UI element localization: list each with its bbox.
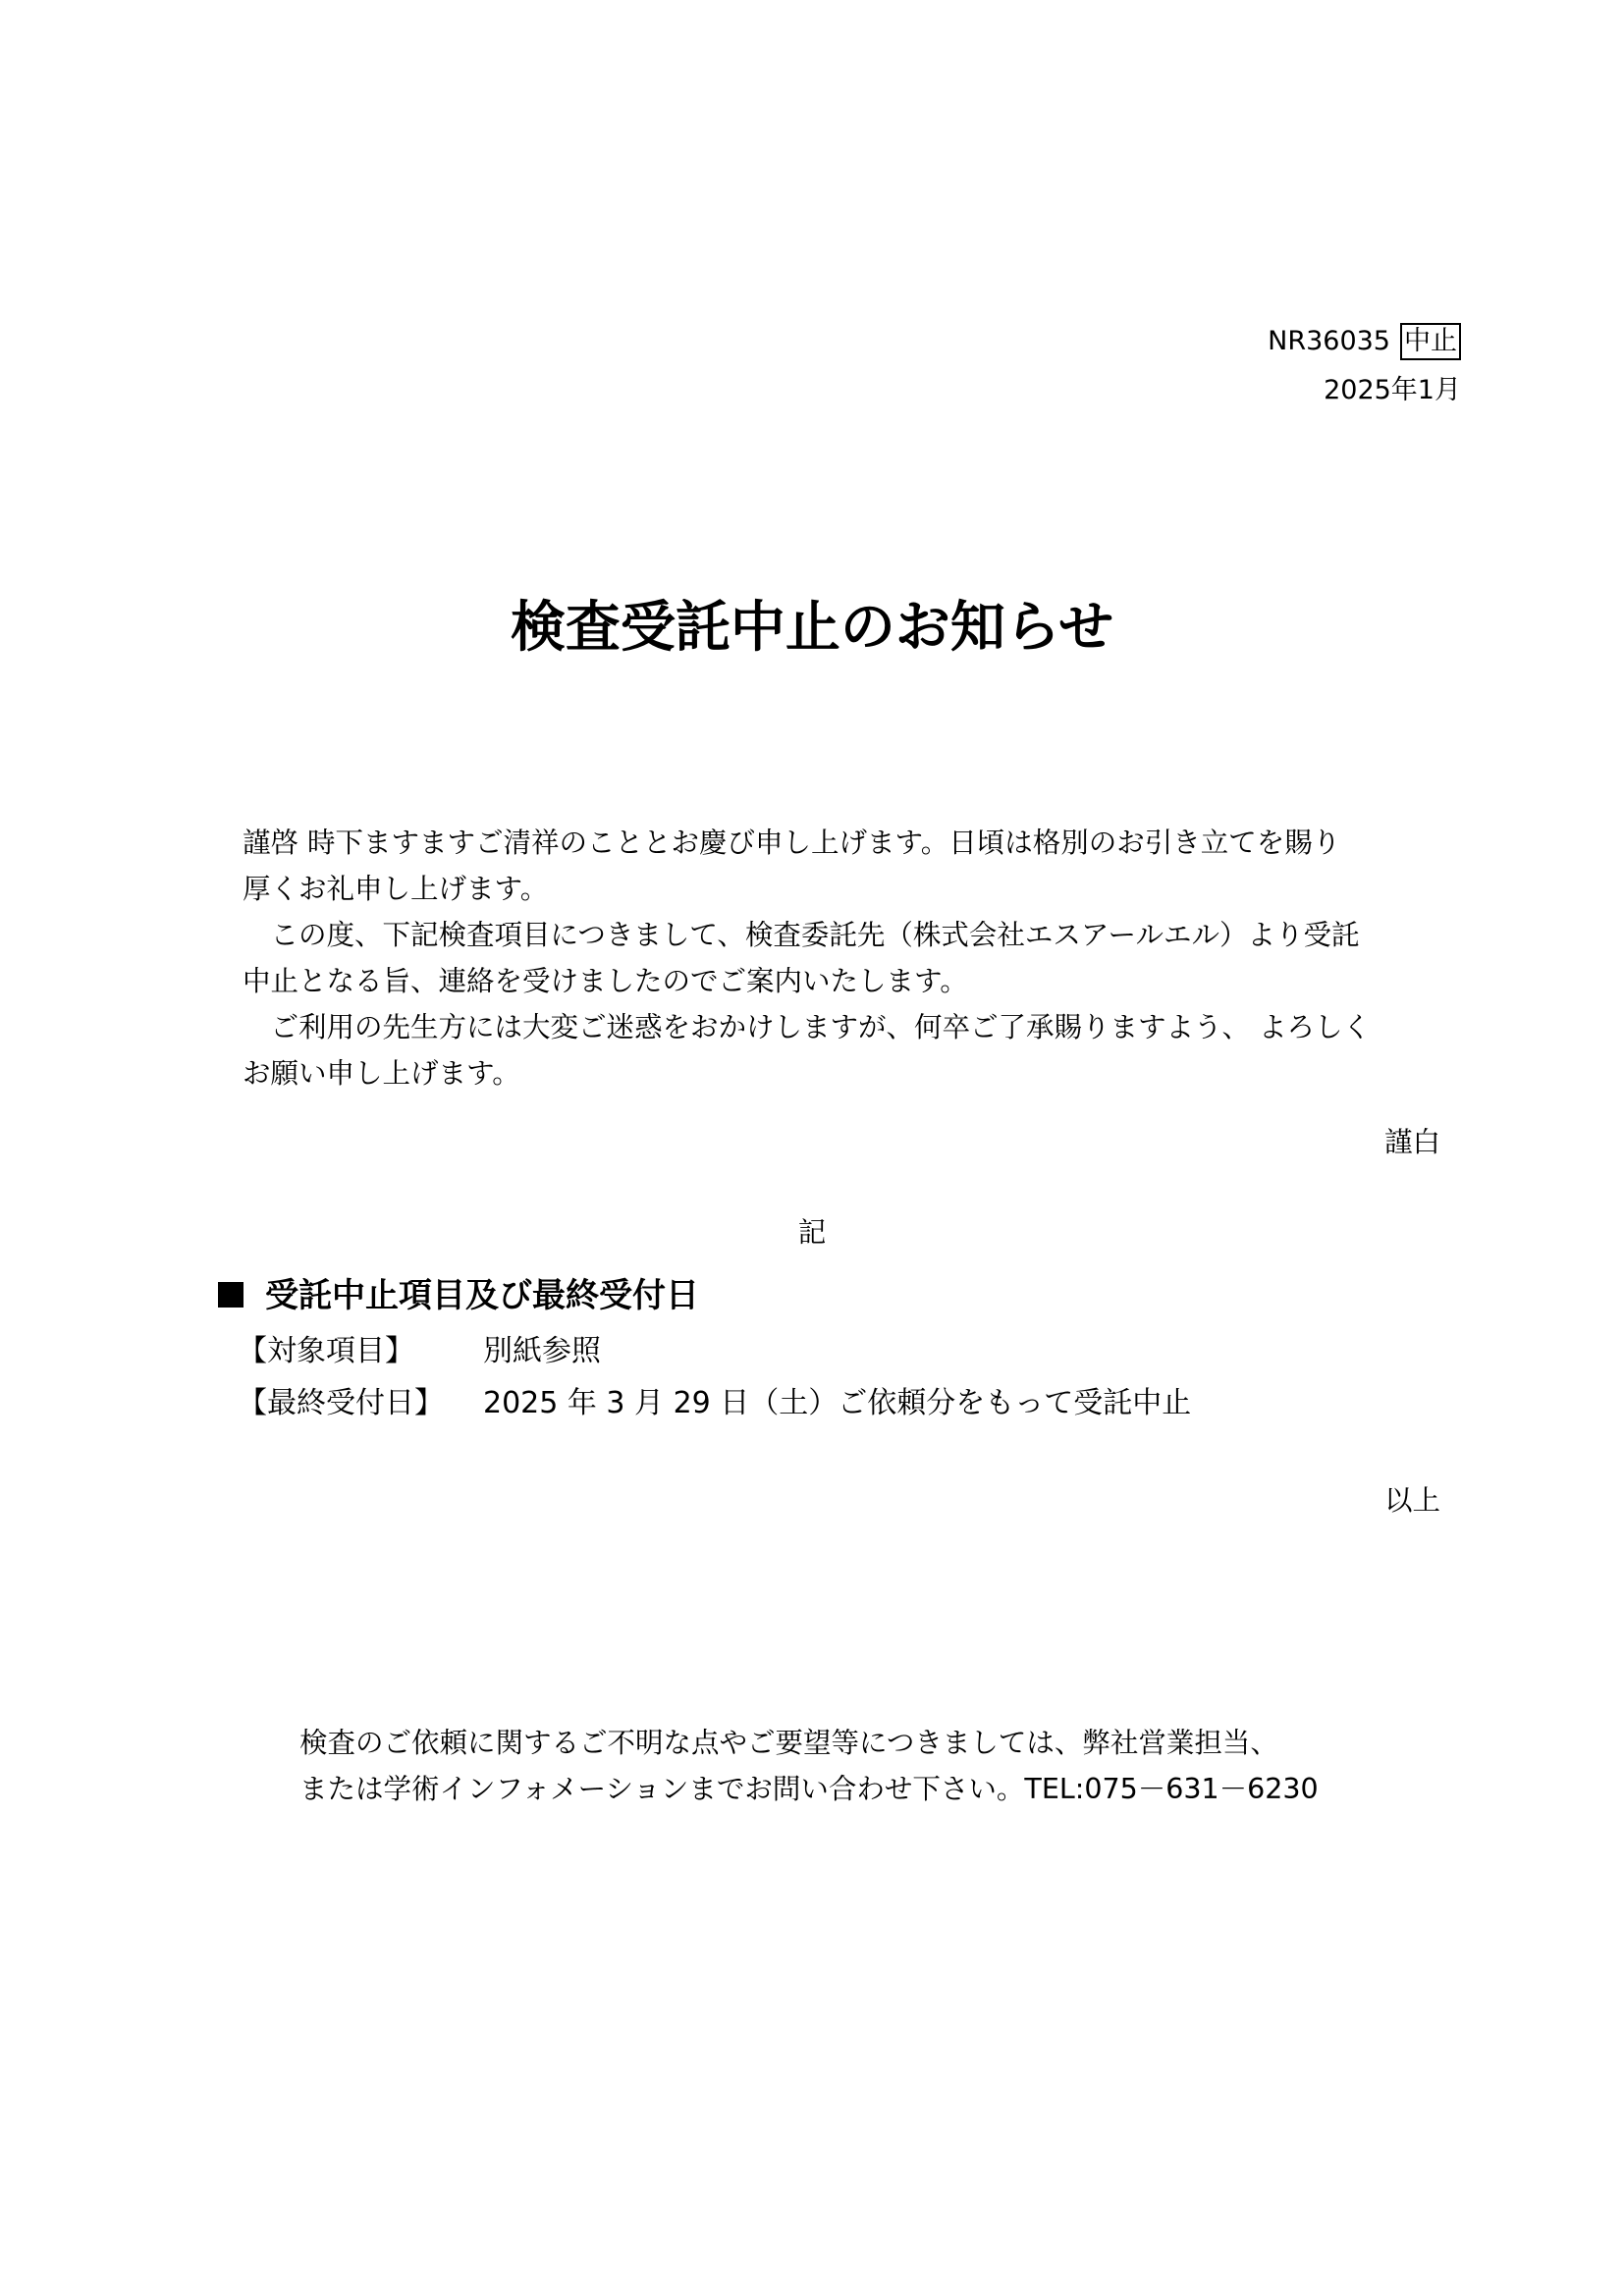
section-heading bbox=[218, 1271, 699, 1320]
footer-note bbox=[299, 1720, 1319, 1812]
ki-heading: 記 bbox=[797, 1216, 827, 1249]
document-number-text: NR36035 bbox=[1268, 326, 1390, 356]
detail-value: 別紙参照 bbox=[483, 1334, 601, 1368]
end-mark: 以上 bbox=[1383, 1484, 1440, 1517]
footer-line: または学術インフォメーションまでお問い合わせ下さい。TEL:075－631－6230 bbox=[299, 1773, 1319, 1805]
detail-label: 【最終受付日】 bbox=[238, 1386, 444, 1420]
body-line: 厚くお礼申し上げます。 bbox=[243, 873, 549, 905]
body-line: ご利用の先生方には大変ご迷惑をおかけしますが、何卒ご了承賜りますよう、 よろしく bbox=[243, 1011, 1372, 1043]
closing-text: 謹白 bbox=[1383, 1126, 1440, 1158]
page-title: 検査受託中止のお知らせ bbox=[510, 596, 1114, 660]
detail-row-deadline bbox=[238, 1377, 1191, 1429]
body-line: この度、下記検査項目につきまして、検査委託先（株式会社エスアールエル）より受託 bbox=[243, 919, 1360, 951]
body-line: 謹啓 時下ますますご清祥のこととお慶び申し上げます。日頃は格別のお引き立てを賜り bbox=[243, 827, 1341, 859]
detail-label: 【対象項目】 bbox=[238, 1334, 414, 1368]
detail-row-target bbox=[238, 1325, 1191, 1377]
detail-value: 2025 年 3 月 29 日（土）ご依頼分をもって受託中止 bbox=[483, 1386, 1192, 1420]
section-heading-text: 受託中止項目及び最終受付日 bbox=[265, 1276, 699, 1315]
black-square-icon bbox=[218, 1282, 244, 1308]
issue-date: 2025年1月 bbox=[1324, 375, 1461, 405]
document-number bbox=[1268, 322, 1461, 361]
detail-rows bbox=[238, 1325, 1191, 1429]
status-badge: 中止 bbox=[1400, 323, 1461, 360]
body-text bbox=[243, 820, 1371, 1096]
footer-line: 検査のご依頼に関するご不明な点やご要望等につきましては、弊社営業担当、 bbox=[299, 1727, 1278, 1759]
body-line: お願い申し上げます。 bbox=[243, 1057, 520, 1090]
body-line: 中止となる旨、連絡を受けましたのでご案内いたします。 bbox=[243, 965, 968, 997]
